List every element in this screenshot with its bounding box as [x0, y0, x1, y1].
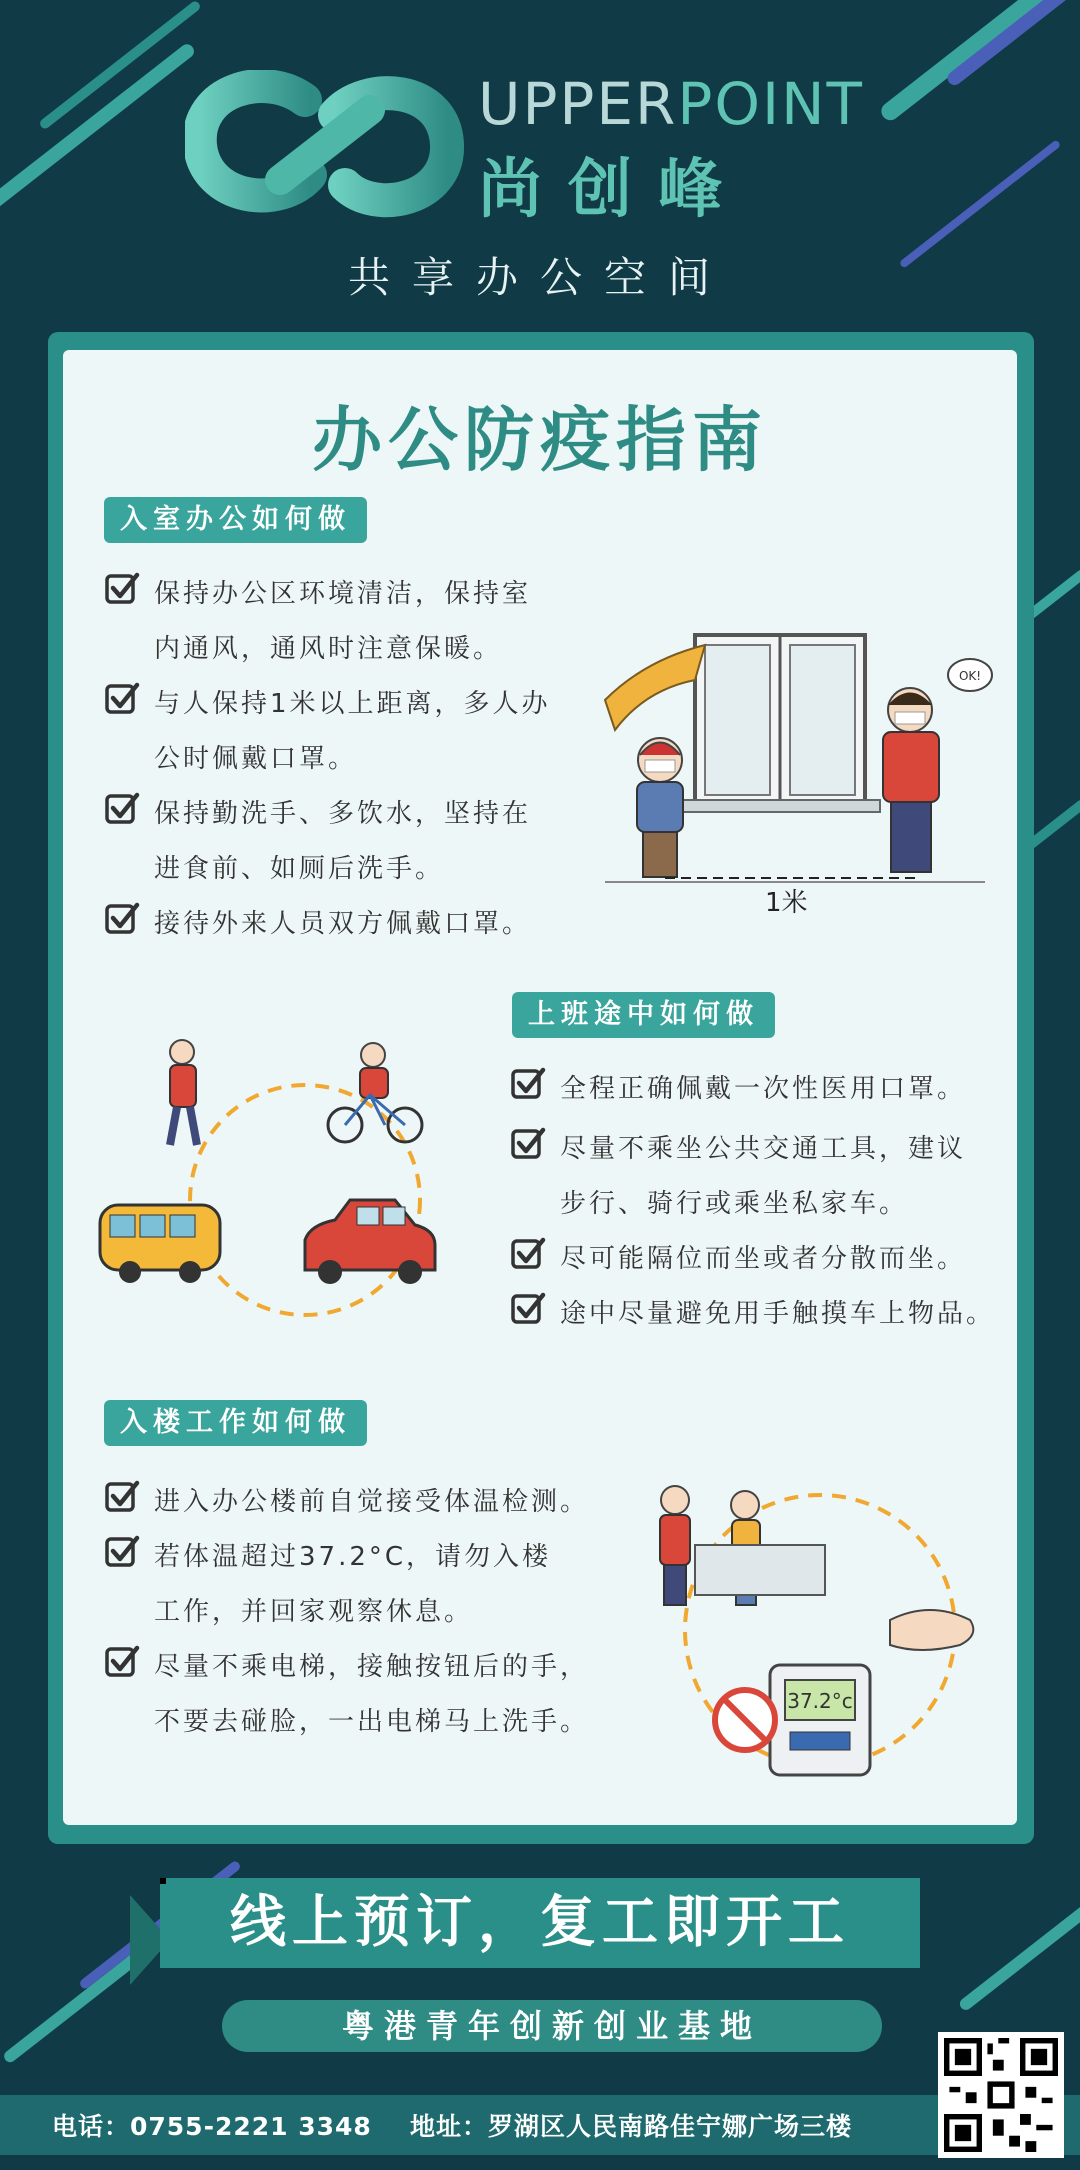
- checkbox-icon: [510, 1126, 546, 1162]
- list-item: [510, 1232, 1030, 1287]
- card-title: 办公防疫指南: [312, 399, 768, 481]
- list-item: [104, 787, 624, 897]
- temperature-check-illustration: [640, 1470, 1000, 1790]
- list-item: [510, 1287, 1030, 1342]
- checkbox-icon: [104, 1479, 140, 1515]
- distance-label: 1米: [765, 888, 808, 918]
- list-item: [104, 1640, 644, 1750]
- item-line: 进入办公楼前自觉接受体温检测。: [154, 1487, 590, 1517]
- section-tag-commute: 上班途中如何做: [512, 992, 775, 1038]
- tagline: 共享办公空间: [347, 253, 732, 302]
- checkbox-icon: [104, 571, 140, 607]
- checkbox-icon: [104, 1534, 140, 1570]
- qr-code-icon: [938, 2032, 1064, 2158]
- list-item: [104, 897, 624, 952]
- checkbox-icon: [510, 1291, 546, 1327]
- item-line: 工作，并回家观察休息。: [154, 1597, 474, 1627]
- phone-number: 电话：0755-2221 3348: [52, 2112, 372, 2141]
- checkbox-icon: [510, 1236, 546, 1272]
- item-line: 若体温超过37.2°C，请勿入楼: [154, 1542, 552, 1572]
- item-line: 保持办公区环境清洁，保持室: [154, 579, 532, 609]
- banner-slogan: 线上预订，复工即开工: [230, 1890, 850, 1955]
- brand-english-part1: UPPER: [478, 70, 678, 138]
- item-line: 与人保持1米以上距离，多人办: [154, 689, 551, 719]
- commute-illustration: [95, 1030, 495, 1330]
- item-line: 途中尽量避免用手触摸车上物品。: [560, 1299, 996, 1329]
- checkbox-icon: [104, 901, 140, 937]
- item-line: 公时佩戴口罩。: [154, 744, 358, 774]
- brand-english-name: [478, 70, 864, 138]
- address: 地址：罗湖区人民南路佳宁娜广场三楼: [410, 2112, 853, 2141]
- checkbox-icon: [104, 681, 140, 717]
- item-line: 不要去碰脸，一出电梯马上洗手。: [154, 1707, 590, 1737]
- list-item: [104, 677, 624, 787]
- section-tag-office: 入室办公如何做: [104, 497, 367, 543]
- item-line: 全程正确佩戴一次性医用口罩。: [560, 1074, 967, 1104]
- section-tag-building: 入楼工作如何做: [104, 1400, 367, 1446]
- window-distance-illustration: [585, 620, 1005, 920]
- item-line: 尽量不乘坐公共交通工具，建议: [560, 1134, 967, 1164]
- list-item: [104, 1530, 624, 1640]
- decor-stripe: [0, 41, 197, 212]
- brand-english-part2: POINT: [677, 70, 864, 138]
- checkbox-icon: [104, 791, 140, 827]
- base-name-pill: 粤港青年创新创业基地: [222, 2000, 882, 2052]
- checkbox-icon: [104, 1644, 140, 1680]
- item-line: 尽可能隔位而坐或者分散而坐。: [560, 1244, 967, 1274]
- list-item: [510, 1122, 1030, 1232]
- item-line: 进食前、如厕后洗手。: [154, 854, 445, 884]
- brand-logo-icon: [185, 70, 465, 220]
- item-line: 内通风，通风时注意保暖。: [154, 634, 503, 664]
- checkbox-icon: [510, 1066, 546, 1102]
- item-line: 保持勤洗手、多饮水，坚持在: [154, 799, 532, 829]
- thermometer-reading: 37.2°c: [787, 1689, 853, 1713]
- list-item: [104, 567, 604, 677]
- list-item: [104, 1475, 624, 1530]
- item-line: 尽量不乘电梯，接触按钮后的手，: [154, 1652, 590, 1682]
- list-item: [510, 1062, 1030, 1117]
- item-line: 接待外来人员双方佩戴口罩。: [154, 909, 532, 939]
- brand-chinese-name: 尚创峰: [478, 153, 748, 227]
- speech-bubble-text: OK!: [958, 669, 982, 683]
- item-line: 步行、骑行或乘坐私家车。: [560, 1189, 909, 1219]
